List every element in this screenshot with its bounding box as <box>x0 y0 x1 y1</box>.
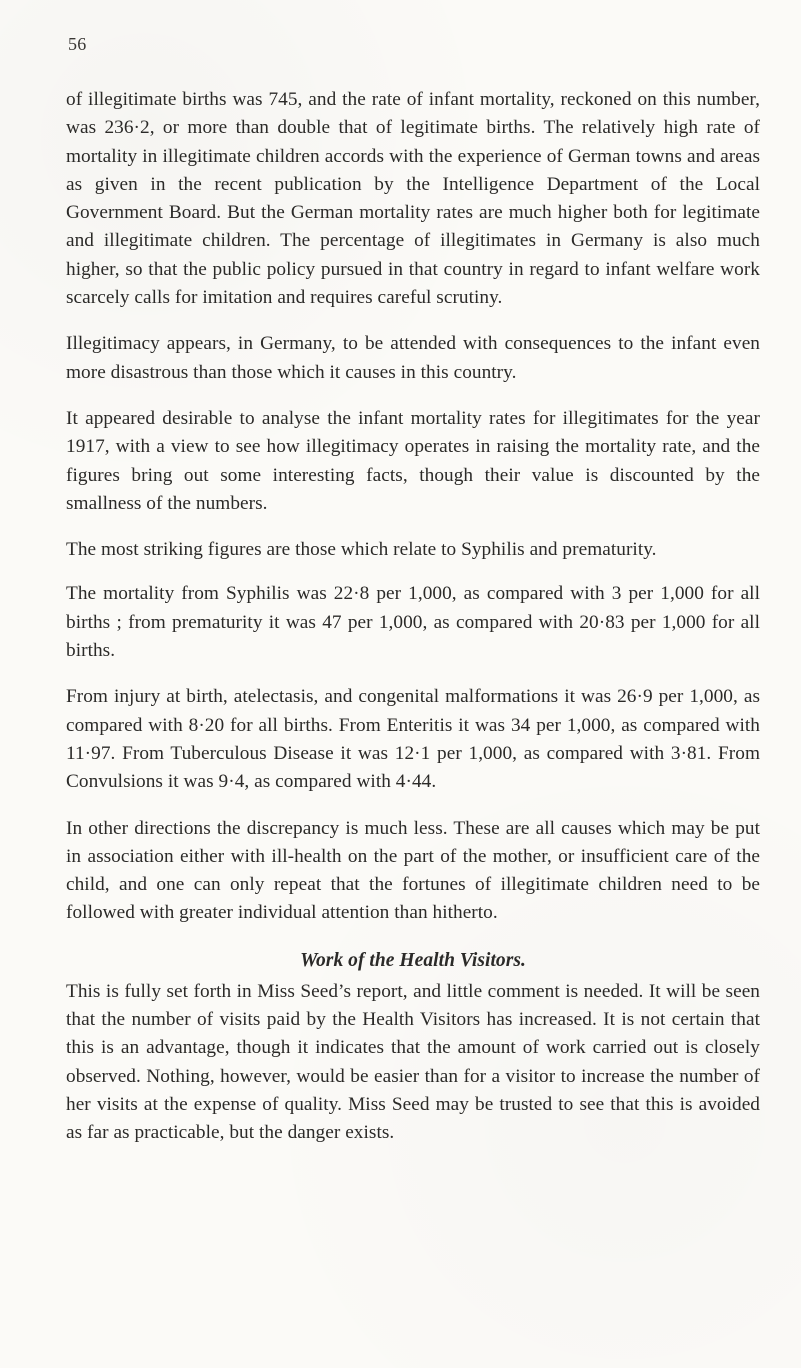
paragraph-analysis-1917: It appeared desirable to analyse the infant mortality rates for illegitimates for the year 1917, with a view to see how illegitimacy operates in raising the mortality rate, and the figures bring out some interesting facts, though their value is discounted by the smallness of the numbers. <box>66 407 760 514</box>
document-body <box>66 86 760 1148</box>
paragraph-illegitimate-births: of illegitimate births was 745, and the rate of infant mortality, reckoned on this number, was 236·2, or more than double that of legitimate births. The relatively high rate of mortality in illegitimate children accords with the experience of German towns and areas as given in the recent publication by the Intelligence Department of the Local Government Board. But the German mortality rates are much higher both for legitimate and illegitimate children. The percentage of illegitimates in Germany is also much higher, so that the public policy pursued in that country in regard to infant welfare work scarcely calls for imitation and requires careful scrutiny. <box>66 89 760 309</box>
paragraph-striking-figures: The most striking figures are those which relate to Syphilis and prematurity. <box>66 539 657 561</box>
page-number: 56 <box>68 34 87 54</box>
section-heading-health-visitors: Work of the Health Visitors. <box>300 949 526 971</box>
paragraph-germany-consequences: Illegitimacy appears, in Germany, to be attended with consequences to the infant even more disastrous than those which it causes in this country. <box>66 333 760 383</box>
paragraph-syphilis-prematurity: The mortality from Syphilis was 22·8 per 1,000, as compared with 3 per 1,000 for all births ; from prematurity it was 47 per 1,000, as compared with 20·83 per 1,000 for all births. <box>66 583 760 662</box>
paragraph-discrepancy: In other directions the discrepancy is much less. These are all causes which may be put in association either with ill-health on the part of the mother, or insufficient care of the child, and one can only repeat that the fortunes of illegitimate children need to be followed with greater individual attention than hitherto. <box>66 817 760 924</box>
paragraph-causes-comparison: From injury at birth, atelectasis, and congenital malformations it was 26·9 per 1,000, as compared with 8·20 for all births. From Enteritis it was 34 per 1,000, as compared with 11·97. From Tuberculous Disease it was 12·1 per 1,000, as compared with 3·81. From Convulsions it was 9·4, as compared with 4·44. <box>66 686 760 793</box>
paragraph-health-visitors: This is fully set forth in Miss Seed’s report, and little comment is needed. It will be seen that the number of visits paid by the Health Visitors has increased. It is not certain that this is an advantage, though it indicates that the amount of work carried out is closely observed. Nothing, however, would be easier than for a visitor to increase the number of her visits at the expense of quality. Miss Seed may be trusted to see that this is avoided as far as practicable, but the danger exists. <box>66 980 760 1144</box>
